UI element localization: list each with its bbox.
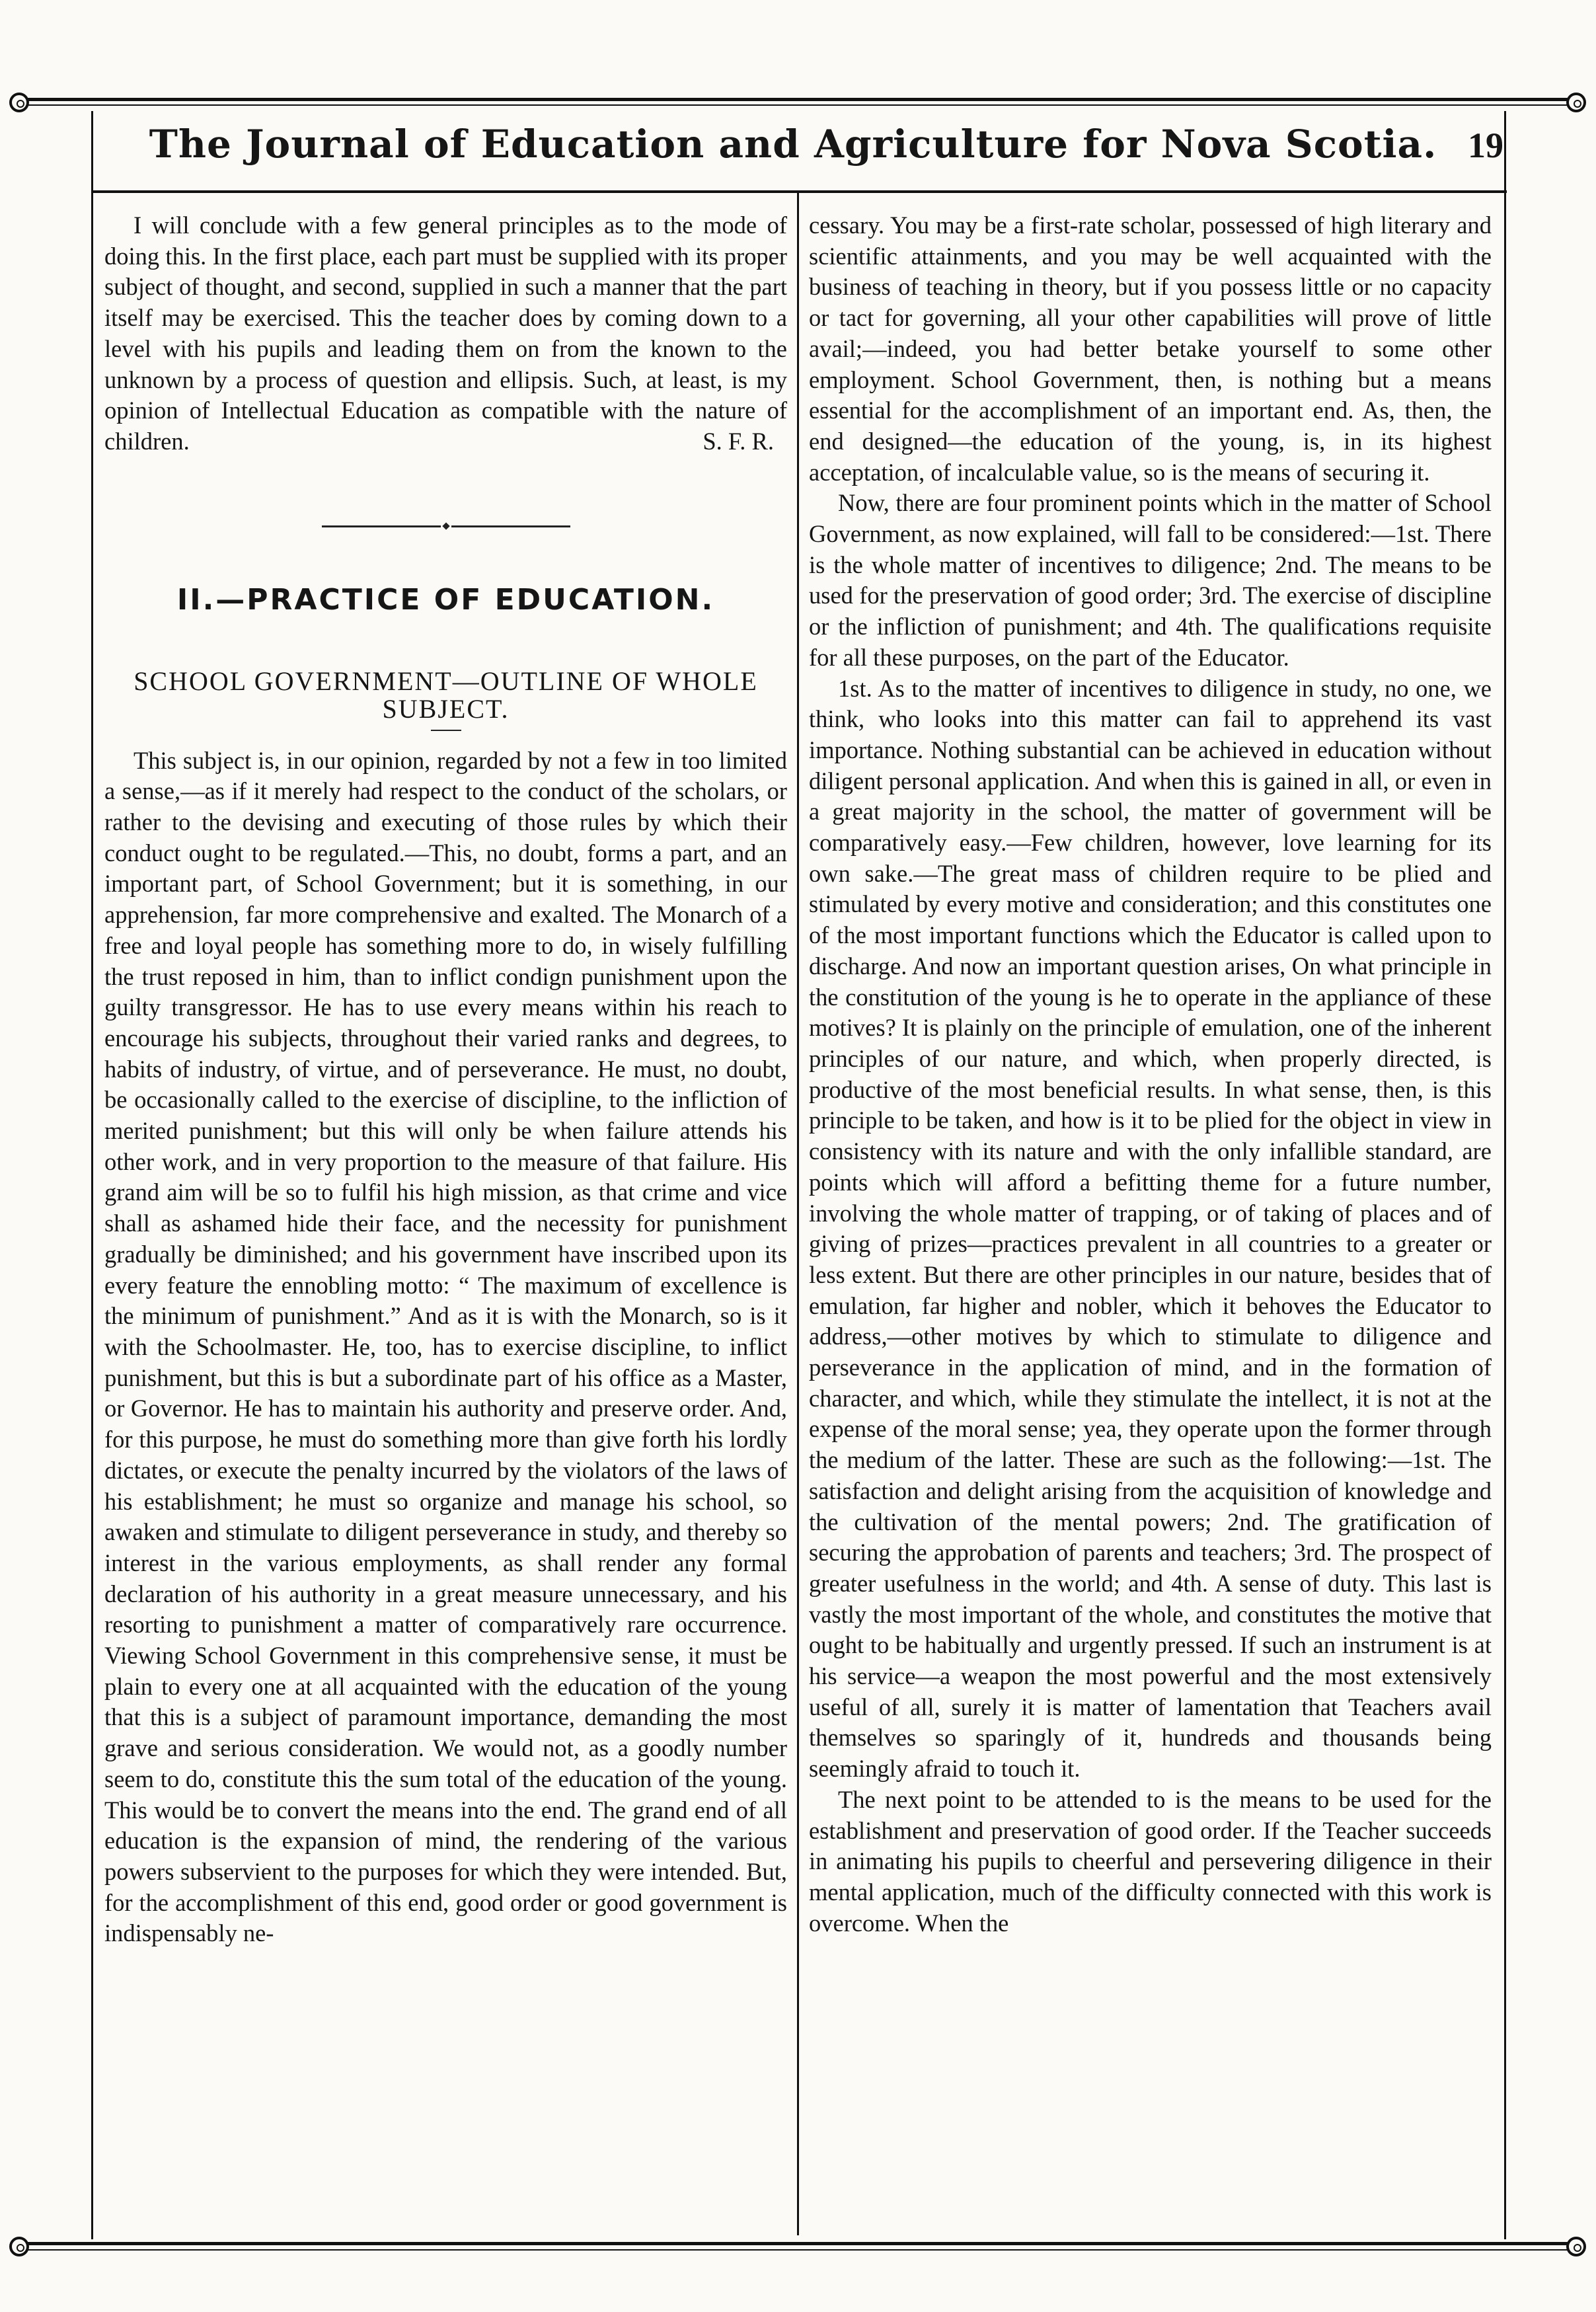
ornament-top-left-icon: [9, 93, 29, 112]
left-column: [104, 210, 787, 1949]
ornament-top-right-icon: [1566, 93, 1586, 112]
ornament-bottom-right-icon: [1566, 2237, 1586, 2256]
section-separator: [104, 509, 787, 522]
intro-paragraph: I will conclude with a few general principles as to the mode of doing this. In the first place, each part must be supplied with its proper subject of thought, and second, supplied in such a manner that the part itself may be exercised. This the teacher does by coming down to a level with his pupils and leading them on from the known to the unknown by a process of question and ellipsis. Such, at least, is my opinion of Intellectual Education as compatible with the nature of children.: [104, 212, 787, 455]
left-border: [91, 111, 93, 2239]
right-column: [809, 210, 1492, 1939]
article-heading-rule: [431, 730, 461, 731]
section-heading: II.—PRACTICE OF EDUCATION.: [176, 582, 715, 617]
ornament-bottom-left-icon: [9, 2237, 29, 2256]
page-number: 19: [1468, 126, 1503, 165]
right-paragraph-3: 1st. As to the matter of incentives to diligence in study, no one, we think, who looks into this matter can fail to apprehend its vast importance. Nothing substantial can be achieved in education without diligent personal application. And when this is gained in all, or even in a great majority in the school, the matter of government will be comparatively easy.—Few children, however, love learning for its own sake.—The great mass of children require to be plied and stimulated by every motive and consideration; and this constitutes one of the most important functions which the Educator is called upon to discharge. And now an important question arises, On what principle in the constitution of the young is he to operate in the appliance of these motives? It is plainly on the principle of emulation, one of the inherent principles of our nature, and which, when properly directed, is productive of the most beneficial results. In what sense, then, is this principle to be taken, and how is it to be plied for the object in view in consistency with its nature and with the only infallible standard, are points which will afford a befitting theme for a future number, involving the whole matter of trapping, or of taking of places and of giving of prizes—practices prevalent in all countries to a greater or less extent. But there are other principles in our nature, besides that of emulation, far higher and nobler, which it behoves the Educator to address,—other motives by which to stimulate to diligence and perseverance in the application of mind, and in the formation of character, and which, while they stimulate the intellect, it is not at the expense of the moral sense; yea, they operate upon the former through the medium of the latter. These are such as the following:—1st. The satisfaction and delight arising from the acquisition of knowledge and the cultivation of the mental powers; 2nd. The gratification of securing the approbation of parents and teachers; 3rd. The prospect of greater usefulness in the world; and 4th. A sense of duty. This last is vastly the most important of the whole, and constitutes the motive that ought to be habitually and urgently pressed. If such an instrument is at his service—a weapon the most powerful and the most extensively useful of all, surely it is matter of lamentation that Teachers avail themselves so sparingly of it, hundreds and thousands being seemingly afraid to touch it.: [809, 674, 1492, 1783]
signature: S. F. R.: [703, 427, 774, 455]
top-rule: [16, 98, 1579, 101]
right-border: [1504, 111, 1506, 2239]
page-title: The Journal of Education and Agriculture for Nova Scotia.: [149, 122, 1437, 167]
signature-line: [104, 426, 787, 457]
right-paragraph-2: Now, there are four prominent points which in the matter of School Government, as now explained, will fall to be considered:—1st. There is the whole matter of incentives to diligence; 2nd. The means to be used for the preservation of good order; 3rd. The exercise of discipline or the infliction of punishment; and 4th. The qualifications requisite for all these purposes, on the part of the Educator.: [809, 489, 1492, 671]
bottom-rule: [16, 2242, 1579, 2245]
right-paragraph-1: cessary. You may be a first-rate scholar, possessed of high literary and scientific attainments, and you may be well acquainted with the business of teaching in theory, but if you possess little or no capacity or tact for governing, all your other capabilities will prove of little avail;—indeed, you had better betake yourself to some other employment. School Government, then, is nothing but a means essential for the accomplishment of an important end. As, then, the end designed—the education of the young, is, in its highest acceptation, of incalculable value, so is the means of securing it.: [809, 212, 1492, 486]
column-divider: [797, 193, 799, 2235]
right-paragraph-4: The next point to be attended to is the means to be used for the establishment and preservation of good order. If the Teacher succeeds in animating his pupils to cheerful and persevering diligence in their mental application, much of the difficulty connected with this work is overcome. When the: [809, 1785, 1492, 1937]
article-heading: SCHOOL GOVERNMENT—OUTLINE OF WHOLE SUBJECT.: [133, 666, 758, 724]
top-rule-inner: [16, 104, 1579, 106]
header-rule: [93, 190, 1507, 193]
bottom-rule-inner: [16, 2249, 1579, 2251]
left-paragraph-1: This subject is, in our opinion, regarded by not a few in too limited a sense,—as if it merely had respect to the conduct of the scholars, or rather to the devising and executing of those rules by which their conduct ought to be regulated.—This, no doubt, forms a part, and an important part, of School Government; but it is something, in our apprehension, far more comprehensive and exalted. The Monarch of a free and loyal people has something more to do, in wisely fulfilling the trust reposed in him, than to inflict condign punishment upon the guilty transgressor. He has to use every means within his reach to encourage his subjects, throughout their varied ranks and degrees, to habits of industry, of virtue, and of perseverance. He must, no doubt, be occasionally called to the exercise of discipline, to the infliction of merited punishment; but this will only be when failure attends his other work, and in very proportion to the measure of that failure. His grand aim will be so to fulfil his high mission, as that crime and vice shall as ashamed hide their face, and the necessity for punishment gradually be diminished; and his government have inscribed upon its every feature the ennobling motto: “ The maximum of excellence is the minimum of punishment.” And as it is with the Monarch, so is it with the Schoolmaster. He, too, has to exercise discipline, to inflict punishment, but this is but a subordinate part of his office as a Master, or Governor. He has to maintain his authority and preserve order. And, for this purpose, he must do something more than give forth his lordly dictates, or execute the penalty incurred by the violators of the laws of his establishment; he must so organize and manage his school, so awaken and stimulate to diligent perseverance in study, and thereby so interest in the various employments, as shall render any formal declaration of his authority in a great measure unnecessary, and his resorting to punishment a matter of comparatively rare occurrence. Viewing School Government in this comprehensive sense, it must be plain to every one at all acquainted with the education of the young that this is a subject of paramount importance, demanding the most grave and serious consideration. We would not, as a goodly number seem to do, constitute this the sum total of the education of the young. This would be to convert the means into the end. The grand end of all education is the expansion of mind, the rendering of the various powers subservient to the purposes for which they were intended. But, for the accomplishment of this end, good order or good government is indispensably ne-: [104, 746, 787, 1947]
